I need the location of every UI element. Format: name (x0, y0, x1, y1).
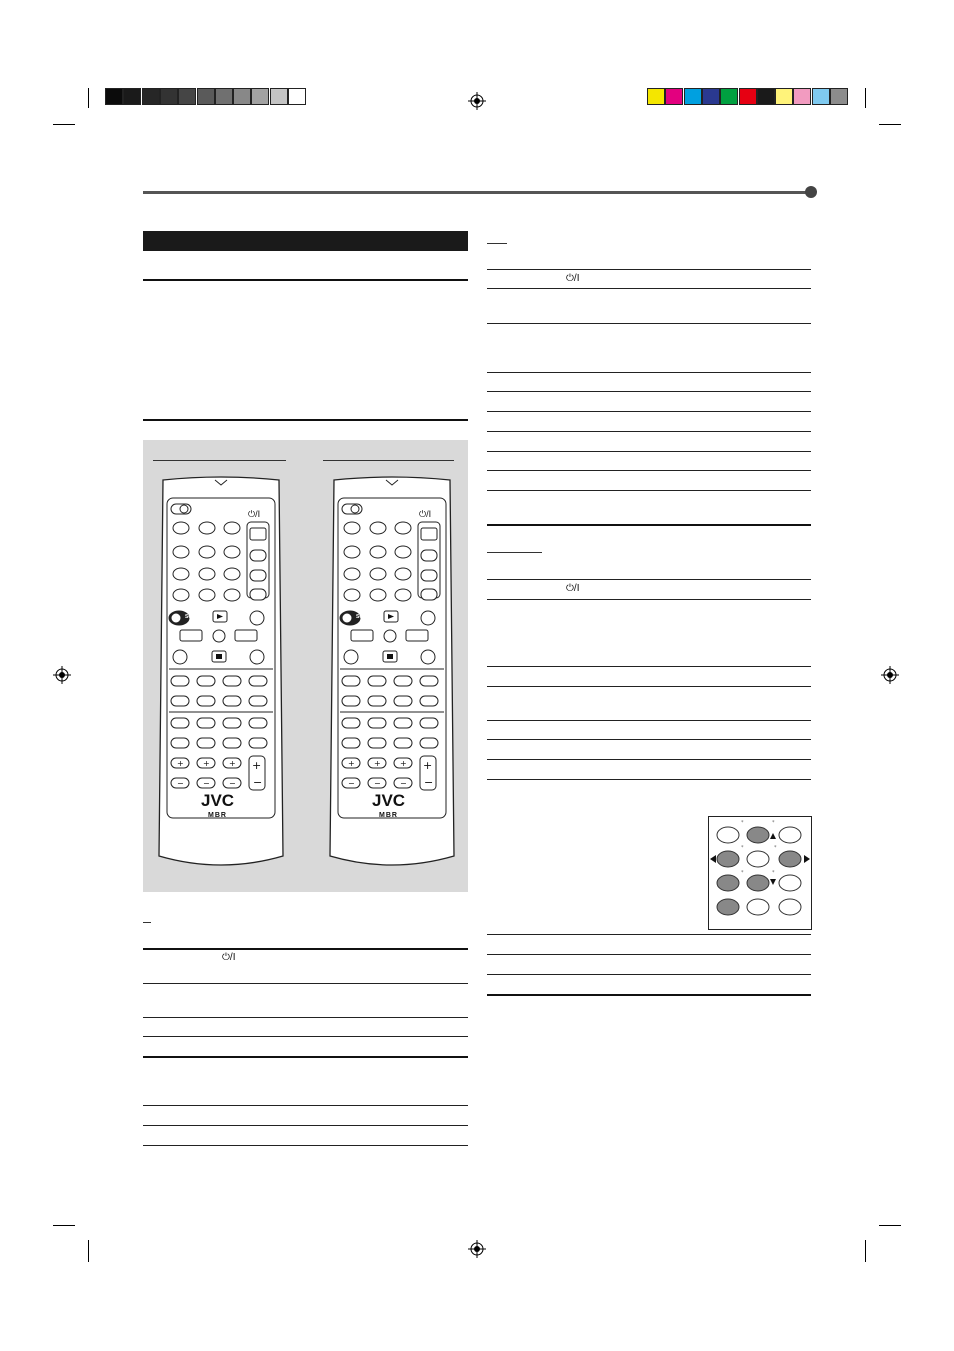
table-row-rule (487, 739, 811, 740)
remote-function-button (171, 696, 189, 706)
color-swatch (647, 88, 665, 105)
color-swatch (739, 88, 757, 105)
remote-function-button (197, 718, 215, 728)
table-row-rule (143, 983, 468, 984)
remote-function-button (223, 676, 241, 686)
table-row-rule (487, 579, 811, 580)
remote-function-button (394, 738, 412, 748)
remote-number-button (370, 589, 386, 601)
svg-text:+: + (400, 759, 407, 768)
remote-menu-button (250, 528, 266, 540)
remote-function-button (368, 696, 386, 706)
remote-function-button (394, 696, 412, 706)
color-swatch (702, 88, 720, 105)
table-row-rule (487, 323, 811, 324)
remote-function-button (171, 718, 189, 728)
svg-text:−: − (348, 779, 355, 788)
remote-brand-logo: JVC (372, 791, 406, 810)
remote-prev-button (180, 630, 202, 641)
remote-side-button (421, 589, 437, 600)
svg-text:−: − (203, 779, 210, 788)
remote-side-button (421, 570, 437, 581)
footnote-mark (487, 552, 542, 553)
remote-pause-button (384, 630, 396, 642)
header-rule (143, 191, 807, 194)
table-row-rule (487, 954, 811, 955)
remote-number-button (173, 589, 189, 601)
table-bottom-rule (487, 994, 811, 996)
remote-number-button (224, 589, 240, 601)
remote-function-button (368, 718, 386, 728)
crop-mark (88, 1240, 89, 1262)
table-row-rule (487, 470, 811, 471)
crop-mark (865, 88, 866, 108)
remote-number-button (199, 589, 215, 601)
svg-text:−: − (229, 779, 236, 788)
crop-mark (53, 1225, 75, 1226)
remote-power-label: ⏻/I (419, 509, 432, 519)
svg-text:*: * (741, 845, 744, 851)
remote-function-button (394, 676, 412, 686)
table-row-rule (487, 431, 811, 432)
power-symbol: ⏻/I (566, 273, 580, 284)
gray-swatch (160, 88, 178, 105)
remote-function-button (342, 696, 360, 706)
remote-switch-knob (180, 505, 188, 513)
remote-function-button (171, 676, 189, 686)
remote-function-button (171, 738, 189, 748)
svg-text:+: + (229, 759, 236, 768)
remote-number-button (344, 568, 360, 580)
table-row-rule (487, 391, 811, 392)
remote-side-button (250, 570, 266, 581)
table-row-rule (487, 411, 811, 412)
table-row-rule (143, 1125, 468, 1126)
svg-text:*: * (772, 870, 775, 876)
color-swatch (665, 88, 683, 105)
section-title-bar (143, 231, 468, 251)
table-row-rule (487, 934, 811, 935)
table-row-rule (487, 288, 811, 289)
sound-button-label: SOUND (185, 614, 204, 620)
crop-mark (879, 1225, 901, 1226)
remote-round-button (250, 650, 264, 664)
footnote-mark (143, 922, 151, 923)
registration-crosshair-icon (53, 666, 71, 684)
remote-function-button (342, 718, 360, 728)
table-row-rule (487, 666, 811, 667)
table-row-rule (143, 1017, 468, 1018)
remote-caption-rule (153, 460, 286, 461)
table-row-rule (487, 599, 811, 600)
gray-swatch (197, 88, 215, 105)
gray-swatch (233, 88, 251, 105)
color-swatch (793, 88, 811, 105)
remote-function-button (342, 738, 360, 748)
remote-function-button (394, 718, 412, 728)
svg-text:+: + (252, 759, 262, 772)
table-row-rule (487, 372, 811, 373)
table-row-rule (487, 686, 811, 687)
svg-text:−: − (253, 776, 263, 789)
svg-text:*: * (741, 870, 744, 876)
remote-round-button (250, 611, 264, 625)
svg-text:*: * (772, 820, 775, 826)
svg-text:+: + (374, 759, 381, 768)
remote-model-mark: MBR (379, 812, 398, 819)
remote-function-button (249, 696, 267, 706)
remote-number-button (199, 568, 215, 580)
crop-mark (879, 124, 901, 125)
svg-text:−: − (400, 779, 407, 788)
color-swatch (720, 88, 738, 105)
registration-crosshair-icon (881, 666, 899, 684)
remote-prev-button (351, 630, 373, 641)
remote-number-button (395, 568, 411, 580)
svg-text:−: − (424, 776, 434, 789)
svg-text:+: + (423, 759, 433, 772)
remote-round-button (344, 650, 358, 664)
remote-function-button (249, 676, 267, 686)
crop-mark (865, 1240, 866, 1262)
section-divider (143, 419, 468, 421)
remote-round-button (421, 611, 435, 625)
remote-function-button (197, 676, 215, 686)
remote-function-button (420, 696, 438, 706)
remote-number-button (370, 568, 386, 580)
sound-button-label: SOUND (356, 614, 375, 620)
crop-mark (53, 124, 75, 125)
registration-crosshair-icon (468, 1240, 486, 1258)
remote-function-button (368, 738, 386, 748)
table-row-rule (143, 1036, 468, 1037)
remote-pause-button (213, 630, 225, 642)
color-swatch (830, 88, 848, 105)
color-swatch (684, 88, 702, 105)
table-row-rule (487, 779, 811, 780)
gray-swatch (123, 88, 141, 105)
gray-swatch (142, 88, 160, 105)
remote-next-button (406, 630, 428, 641)
remote-brand-logo: JVC (201, 791, 235, 810)
remote-number-button (395, 589, 411, 601)
keypad-detail-illustration (708, 816, 812, 930)
table-top-rule (143, 948, 468, 950)
table-group-rule (487, 524, 811, 526)
table-row-rule (143, 1105, 468, 1106)
remote-function-button (342, 676, 360, 686)
svg-text:−: − (374, 779, 381, 788)
remote-round-button (421, 650, 435, 664)
color-swatch (775, 88, 793, 105)
table-row-rule (143, 1145, 468, 1146)
svg-text:+: + (348, 759, 355, 768)
crop-mark (88, 88, 89, 108)
header-rule-dot (805, 186, 817, 198)
remote-function-button (197, 696, 215, 706)
remote-number-button (224, 546, 240, 558)
remote-number-button (173, 546, 189, 558)
remote-function-button (420, 718, 438, 728)
remote-caption-rule (323, 460, 454, 461)
remote-switch-knob (351, 505, 359, 513)
power-symbol: ⏻/I (222, 952, 236, 963)
color-swatch (757, 88, 775, 105)
remote-number-button (395, 522, 411, 534)
remote-number-button (199, 522, 215, 534)
svg-text:*: * (741, 820, 744, 826)
remote-function-button (420, 676, 438, 686)
remote-side-button (250, 550, 266, 561)
remote-number-button (344, 589, 360, 601)
svg-text:+: + (177, 759, 184, 768)
remote-number-button (173, 522, 189, 534)
color-swatch (812, 88, 830, 105)
table-row-rule (487, 974, 811, 975)
remote-next-button (235, 630, 257, 641)
table-row-rule (487, 759, 811, 760)
gray-swatch (270, 88, 288, 105)
remote-number-button (224, 522, 240, 534)
gray-swatch (178, 88, 196, 105)
table-row-rule (487, 451, 811, 452)
svg-text:*: * (774, 845, 777, 851)
gray-swatch (251, 88, 269, 105)
power-symbol: ⏻/I (566, 583, 580, 594)
remote-function-button (368, 676, 386, 686)
svg-text:+: + (203, 759, 210, 768)
remote-number-button (370, 546, 386, 558)
remote-side-button (250, 589, 266, 600)
remote-number-button (395, 546, 411, 558)
table-row-rule (487, 269, 811, 270)
remote-function-button (420, 738, 438, 748)
table-row-rule (487, 720, 811, 721)
remote-round-button (173, 650, 187, 664)
remote-function-button (223, 696, 241, 706)
gray-swatch (288, 88, 306, 105)
section-divider (143, 279, 468, 281)
remote-function-button (249, 738, 267, 748)
svg-text:−: − (177, 779, 184, 788)
remote-function-button (197, 738, 215, 748)
remote-menu-button (421, 528, 437, 540)
remote-power-label: ⏻/I (248, 509, 261, 519)
remote-function-button (249, 718, 267, 728)
footnote-mark (487, 243, 507, 244)
remote-side-button (421, 550, 437, 561)
remote-number-button (344, 522, 360, 534)
remote-number-button (199, 546, 215, 558)
remote-number-button (224, 568, 240, 580)
remote-number-button (370, 522, 386, 534)
remote-function-button (223, 738, 241, 748)
table-group-rule (143, 1056, 468, 1058)
gray-swatch (215, 88, 233, 105)
remote-function-button (223, 718, 241, 728)
remote-number-button (344, 546, 360, 558)
remote-number-button (173, 568, 189, 580)
table-row-rule (487, 490, 811, 491)
remote-model-mark: MBR (208, 812, 227, 819)
gray-swatch (105, 88, 123, 105)
registration-crosshair-icon (468, 92, 486, 110)
